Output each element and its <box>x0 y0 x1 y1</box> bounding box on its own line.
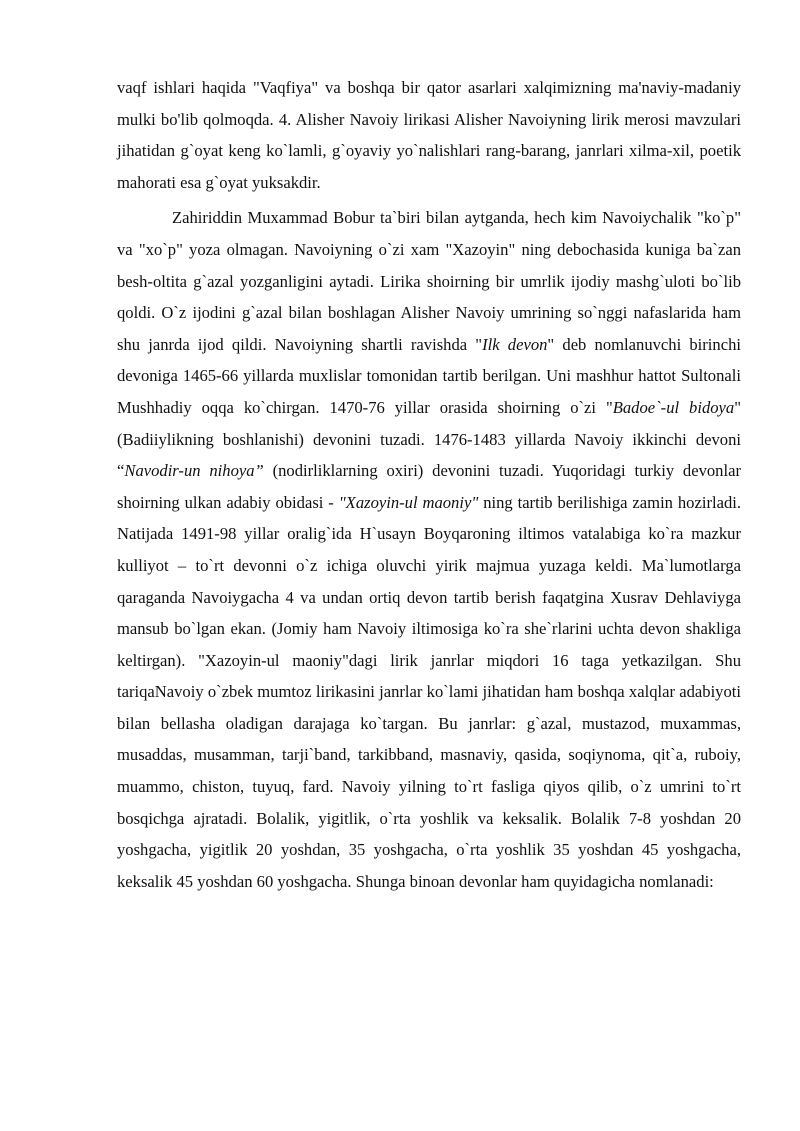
document-page <box>117 72 741 897</box>
title-navodir-un-nihoya: Navodir-un nihoya” <box>124 461 264 481</box>
title-xazoyin-ul-maoniy: "Xazoyin-ul maoniy" <box>338 492 479 512</box>
paragraph-2-text: " deb nomlanuvchi birinchi devoniga 1465-66 yillarda muxlislar tomonidan tartib berilgan. Uni mashhur hattot Sultonali Mushhadiy oqqa ko`chirgan. 1470-76 yillar orasida shoirning o`zi " <box>117 334 741 417</box>
paragraph-2-text: " (Badiiylikning boshlanishi) devonini tuzadi. 1476-1483 yillarda Navoiy ikkinchi devoni “ <box>117 397 741 481</box>
title-badoe-ul-bidoya: Badoe`-ul bidoya <box>612 397 735 417</box>
title-ilk-devon: Ilk devon <box>482 334 548 354</box>
paragraph-2-text: (nodirliklarning oxiri) devonini tuzadi. Yuqoridagi turkiy devonlar shoirning ulkan adabiy obidasi - <box>117 461 741 512</box>
paragraph-1 <box>117 72 741 198</box>
paragraph-2-text: ning tartib berilishiga zamin hozirladi. Natijada 1491-98 yillar oralig`ida H`usayn Boyqaroning iltimos vatalabiga ko`ra mazkur kulliyot – to`rt devonni o`z ichiga oluvchi yirik majmua yuzaga keldi. Ma`lumotlarga qaraganda Navoiygacha 4 va undan ortiq devon tartib berish faqatgina Xusrav Dehlaviyga mansub bo`lgan ekan. (Jomiy ham Navoiy iltimosiga ko`ra she`rlarini uchta devon shakliga keltirgan). "Xazoyin-ul maoniy"dagi lirik janrlar miqdori 16 taga yetkazilgan. Shu tariqaNavoiy o`zbek mumtoz lirikasini janrlar ko`lami jihatidan ham boshqa xalqlar adabiyoti bilan bellasha oladigan darajaga ko`targan. Bu janrlar: g`azal, mustazod, muxammas, musaddas, musamman, tarji`band, tarkibband, masnaviy, qasida, soqiynoma, qit`a, ruboiy, muammo, chiston, tuyuq, fard. Navoiy yilning to`rt fasliga qiyos qilib, o`z umrini to`rt bosqichga ajratadi. Bolalik, yigitlik, o`rta yoshlik va keksalik. Bolalik 7-8 yoshdan 20 yoshgacha, yigitlik 20 yoshdan, 35 yoshgacha, o`rta yoshlik 35 yoshdan 45 yoshgacha, keksalik 45 yoshdan 60 yoshgacha. Shunga binoan devonlar ham quyidagicha nomlanadi: <box>117 492 741 891</box>
paragraph-2-text: Zahiriddin Muxammad Bobur ta`biri bilan aytganda, hech kim Navoiychalik "ko`p" va "xo`p" yoza olmagan. Navoiyning o`zi xam "Xazoyin" ning debochasida kuniga ba`zan besh-oltita g`azal yozganligini aytadi. Lirika shoirning bir umrlik ijodiy mashg`uloti bo`lib qoldi. O`z ijodini g`azal bilan boshlagan Alisher Navoiy umrining so`nggi nafaslarida ham shu janrda ijod qildi. Navoiyning shartli ravishda " <box>117 208 741 354</box>
paragraph-1-text: vaqf ishlari haqida "Vaqfiya" va boshqa bir qator asarlari xalqimizning ma'naviy-madaniy mulki bo'lib qolmoqda. 4. Alisher Navoiy lirikasi Alisher Navoiyning lirik merosi mavzulari jihatidan g`oyat keng ko`lamli, g`oyaviy yo`nalishlari rang-barang, janrlari xilma-xil, poetik mahorati esa g`oyat yuksakdir. <box>117 78 741 192</box>
paragraph-2 <box>117 202 741 897</box>
